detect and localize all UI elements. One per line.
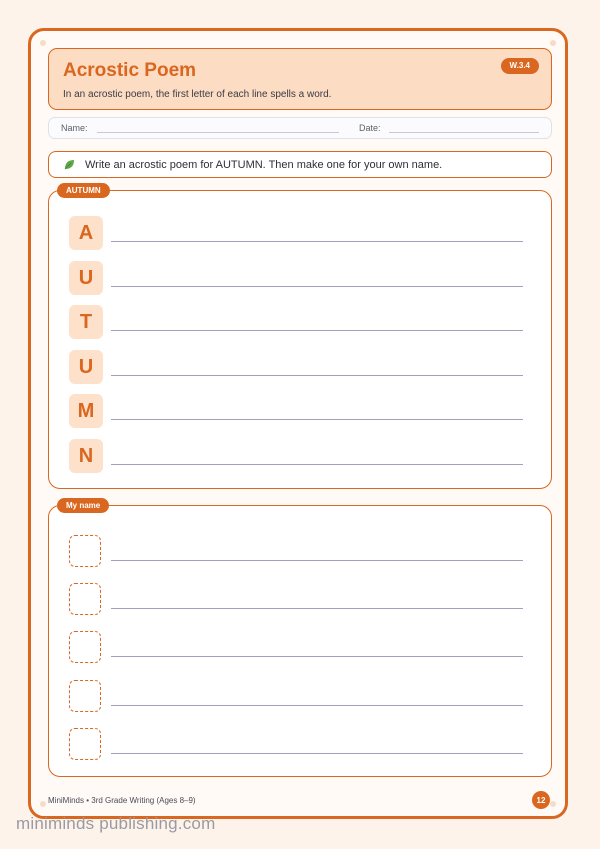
- leaf-icon: [63, 158, 76, 171]
- poem-line: [69, 680, 525, 714]
- letter-input-box[interactable]: [69, 680, 101, 712]
- writing-line[interactable]: [111, 656, 523, 657]
- instruction-text: Write an acrostic poem for AUTUMN. Then make one for your own name.: [85, 159, 443, 171]
- writing-line[interactable]: [111, 464, 523, 465]
- letter-input-box[interactable]: [69, 535, 101, 567]
- poem-line: [69, 583, 525, 617]
- letter-input-box[interactable]: [69, 728, 101, 760]
- page-title: Acrostic Poem: [63, 60, 197, 81]
- poem-line: [69, 394, 525, 428]
- page-subtitle: In an acrostic poem, the first letter of each line spells a word.: [63, 89, 332, 100]
- writing-line[interactable]: [111, 608, 523, 609]
- name-date-bar: [48, 117, 552, 139]
- poem-line: [69, 216, 525, 250]
- writing-line[interactable]: [111, 419, 523, 420]
- standard-badge: W.3.4: [501, 58, 539, 74]
- page-number: 12: [532, 791, 550, 809]
- writing-line[interactable]: [111, 560, 523, 561]
- poem-line: [69, 439, 525, 473]
- corner-dot: [40, 801, 46, 807]
- poem-line: [69, 631, 525, 665]
- date-label: Date:: [359, 123, 381, 133]
- watermark: miniminds publishing.com: [16, 814, 216, 833]
- name-section-label: My name: [57, 498, 109, 513]
- poem-line: [69, 728, 525, 762]
- autumn-section-label: AUTUMN: [57, 183, 110, 198]
- poem-line: [69, 350, 525, 384]
- poem-line: [69, 261, 525, 295]
- autumn-section: [48, 186, 552, 489]
- name-label: Name:: [61, 123, 88, 133]
- letter-box: U: [69, 350, 103, 384]
- writing-line[interactable]: [111, 705, 523, 706]
- writing-line[interactable]: [111, 753, 523, 754]
- instruction-box: [48, 151, 552, 178]
- letter-box: N: [69, 439, 103, 473]
- poem-line: [69, 305, 525, 339]
- letter-box: T: [69, 305, 103, 339]
- letter-box: A: [69, 216, 103, 250]
- corner-dot: [550, 801, 556, 807]
- writing-line[interactable]: [111, 286, 523, 287]
- letter-input-box[interactable]: [69, 631, 101, 663]
- writing-line[interactable]: [111, 375, 523, 376]
- writing-line[interactable]: [111, 241, 523, 242]
- poem-line: [69, 535, 525, 569]
- name-section: [48, 501, 552, 777]
- letter-box: M: [69, 394, 103, 428]
- corner-dot: [40, 40, 46, 46]
- letter-box: U: [69, 261, 103, 295]
- writing-line[interactable]: [111, 330, 523, 331]
- footer-text: MiniMinds • 3rd Grade Writing (Ages 8–9): [48, 796, 196, 805]
- name-field[interactable]: [97, 132, 339, 133]
- worksheet-header: [48, 48, 552, 110]
- letter-input-box[interactable]: [69, 583, 101, 615]
- corner-dot: [550, 40, 556, 46]
- date-field[interactable]: [389, 132, 539, 133]
